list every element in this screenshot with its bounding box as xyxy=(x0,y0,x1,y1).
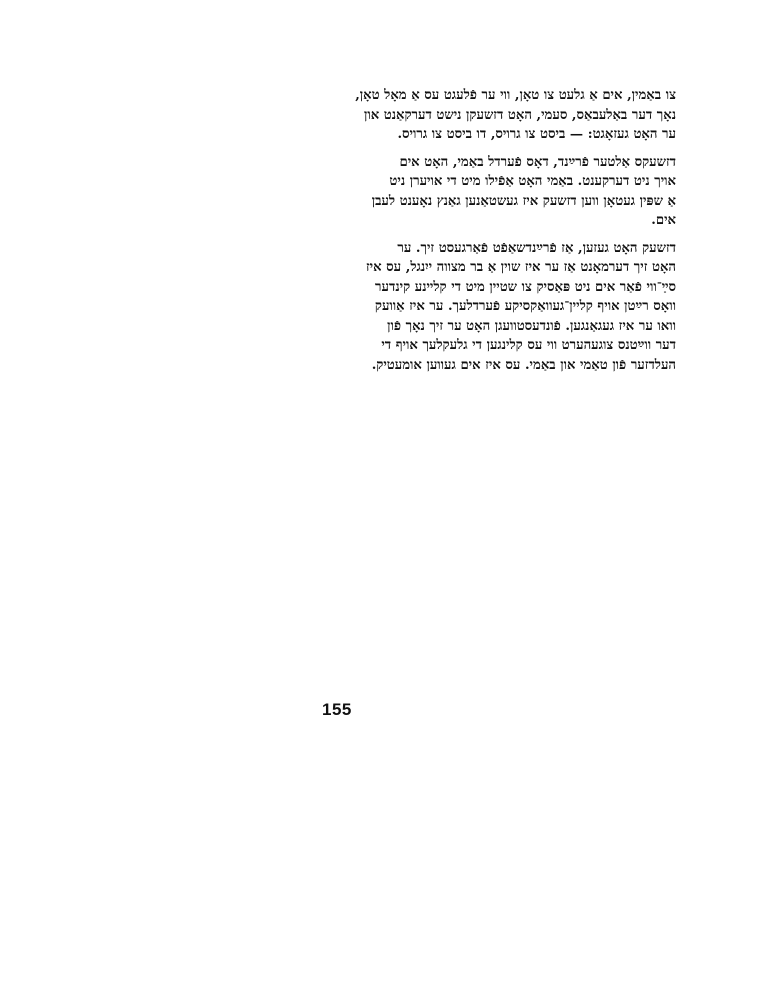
text-line: אַ שפּין געטאָן ווען דזשעק איז געשטאַנען גאַנץ נאָענט לעבן xyxy=(371,193,676,209)
text-line: דזשעקס אַלטער פֿרײַנד, דאָס פֿערדל באַמי, האָט אים xyxy=(399,154,676,170)
text-line: ער האָט געזאָגט: — ביסט צו גרויס, דו ביסט צו גרויס. xyxy=(397,127,676,142)
page-number: 155 xyxy=(322,700,352,719)
text-line: סײַ־ווי פֿאַר אים ניט פּאַסיק צו שטיין מיט די קליינע קינדער xyxy=(375,279,676,295)
text-line: צו באַמין, אים אַ גלעט צו טאָן, ווי ער פֿלעגט עס אַ מאָל טאָן, xyxy=(355,88,676,103)
paragraph xyxy=(320,86,676,145)
text-line: וואו ער איז געגאַנגען. פֿונדעסטוועגן האָט ער זיך נאָך פֿון xyxy=(387,318,676,334)
text-line: דער ווײַטנס צוגעהערט ווי עס קלינגען די גלעקלעך אויף די xyxy=(381,338,676,353)
paragraph xyxy=(320,153,676,231)
text-line: האָט זיך דערמאָנט אַז ער איז שוין אַ בר מצווה ייִנגל, עס איז xyxy=(365,260,676,275)
paragraph xyxy=(320,239,676,376)
text-line: אים. xyxy=(651,213,676,228)
text-line: העלדזער פֿון טאַמי און באַמי. עס איז אים געווען אומעטיק. xyxy=(371,357,676,373)
text-line: וואָס רײַטן אויף קליין־געוואַקסיקע פֿערדלעך. ער איז אַוועק xyxy=(374,299,676,314)
text-line: נאָך דער באַלעבאַס, סעמי, האָט דזשעקן נישט דערקאַנט און xyxy=(363,107,676,123)
text-line: דזשעק האָט געזען, אַז פֿרײַנדשאַפֿט פֿאַרגעסט זיך. ער xyxy=(397,240,676,256)
body-text xyxy=(320,86,676,375)
text-line: אויך ניט דערקענט. באַמי האָט אַפֿילו מיט די אויערן ניט xyxy=(389,174,676,189)
